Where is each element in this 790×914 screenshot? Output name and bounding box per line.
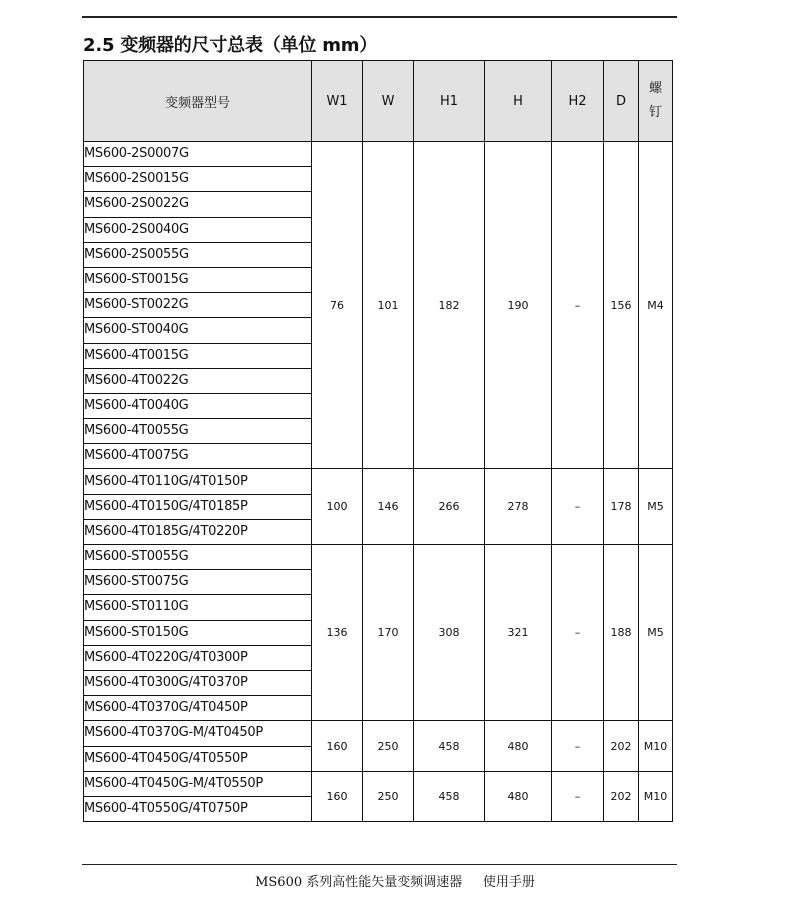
h2-value-cell: – xyxy=(552,142,604,469)
model-cell: MS600-2S0022G xyxy=(84,192,312,217)
page-footer: MS600 系列高性能矢量变频调速器 使用手册 xyxy=(255,875,535,890)
model-cell: MS600-4T0450G/4T0550P xyxy=(84,746,312,771)
h-value-cell: 480 xyxy=(485,771,552,821)
model-cell: MS600-4T0110G/4T0150P xyxy=(84,469,312,494)
h-value-cell: 480 xyxy=(485,721,552,771)
model-cell: MS600-ST0015G xyxy=(84,267,312,292)
footer-rule xyxy=(82,864,677,865)
table-row xyxy=(84,469,673,494)
model-cell: MS600-4T0370G/4T0450P xyxy=(84,696,312,721)
model-cell: MS600-2S0007G xyxy=(84,142,312,167)
w-value-cell: 101 xyxy=(363,142,414,469)
model-cell: MS600-4T0370G-M/4T0450P xyxy=(84,721,312,746)
h2-value-cell: – xyxy=(552,545,604,721)
table-row xyxy=(84,721,673,746)
model-cell: MS600-4T0040G xyxy=(84,393,312,418)
model-cell: MS600-4T0150G/4T0185P xyxy=(84,494,312,519)
table-row xyxy=(84,545,673,570)
w1-value-cell: 136 xyxy=(312,545,363,721)
header-screw xyxy=(639,61,673,142)
h1-value-cell: 458 xyxy=(414,721,485,771)
table-row xyxy=(84,771,673,796)
model-cell: MS600-2S0055G xyxy=(84,242,312,267)
d-value-cell: 188 xyxy=(604,545,639,721)
model-cell: MS600-4T0022G xyxy=(84,368,312,393)
model-cell: MS600-4T0300G/4T0370P xyxy=(84,670,312,695)
w1-value-cell: 76 xyxy=(312,142,363,469)
model-cell: MS600-ST0022G xyxy=(84,293,312,318)
header-screw-label: 螺钉 xyxy=(648,81,662,120)
screw-value-cell: M5 xyxy=(639,469,673,545)
model-cell: MS600-4T0015G xyxy=(84,343,312,368)
header-h1: H1 xyxy=(414,61,485,142)
w1-value-cell: 160 xyxy=(312,771,363,821)
w1-value-cell: 100 xyxy=(312,469,363,545)
table-body xyxy=(84,142,673,822)
w-value-cell: 250 xyxy=(363,721,414,771)
h1-value-cell: 458 xyxy=(414,771,485,821)
header-w: W xyxy=(363,61,414,142)
h1-value-cell: 182 xyxy=(414,142,485,469)
model-cell: MS600-4T0055G xyxy=(84,419,312,444)
top-rule xyxy=(82,16,677,18)
h-value-cell: 321 xyxy=(485,545,552,721)
h-value-cell: 190 xyxy=(485,142,552,469)
table-header-row xyxy=(84,61,673,142)
model-cell: MS600-2S0040G xyxy=(84,217,312,242)
model-cell: MS600-4T0220G/4T0300P xyxy=(84,645,312,670)
h1-value-cell: 266 xyxy=(414,469,485,545)
header-h: H xyxy=(485,61,552,142)
model-cell: MS600-ST0055G xyxy=(84,545,312,570)
w-value-cell: 146 xyxy=(363,469,414,545)
h2-value-cell: – xyxy=(552,771,604,821)
model-cell: MS600-4T0450G-M/4T0550P xyxy=(84,771,312,796)
model-cell: MS600-ST0150G xyxy=(84,620,312,645)
dimension-table xyxy=(83,60,673,822)
h1-value-cell: 308 xyxy=(414,545,485,721)
d-value-cell: 156 xyxy=(604,142,639,469)
header-model: 变频器型号 xyxy=(84,61,312,142)
model-cell: MS600-ST0075G xyxy=(84,570,312,595)
d-value-cell: 178 xyxy=(604,469,639,545)
model-cell: MS600-2S0015G xyxy=(84,167,312,192)
header-d: D xyxy=(604,61,639,142)
model-cell: MS600-4T0075G xyxy=(84,444,312,469)
model-cell: MS600-4T0185G/4T0220P xyxy=(84,519,312,544)
w-value-cell: 170 xyxy=(363,545,414,721)
model-cell: MS600-ST0110G xyxy=(84,595,312,620)
model-cell: MS600-4T0550G/4T0750P xyxy=(84,796,312,821)
header-h2: H2 xyxy=(552,61,604,142)
header-w1: W1 xyxy=(312,61,363,142)
w-value-cell: 250 xyxy=(363,771,414,821)
table-row xyxy=(84,142,673,167)
w1-value-cell: 160 xyxy=(312,721,363,771)
model-cell: MS600-ST0040G xyxy=(84,318,312,343)
h-value-cell: 278 xyxy=(485,469,552,545)
screw-value-cell: M10 xyxy=(639,721,673,771)
screw-value-cell: M5 xyxy=(639,545,673,721)
d-value-cell: 202 xyxy=(604,721,639,771)
screw-value-cell: M4 xyxy=(639,142,673,469)
h2-value-cell: – xyxy=(552,721,604,771)
d-value-cell: 202 xyxy=(604,771,639,821)
screw-value-cell: M10 xyxy=(639,771,673,821)
section-title: 2.5 变频器的尺寸总表（单位 mm） xyxy=(83,35,378,56)
h2-value-cell: – xyxy=(552,469,604,545)
